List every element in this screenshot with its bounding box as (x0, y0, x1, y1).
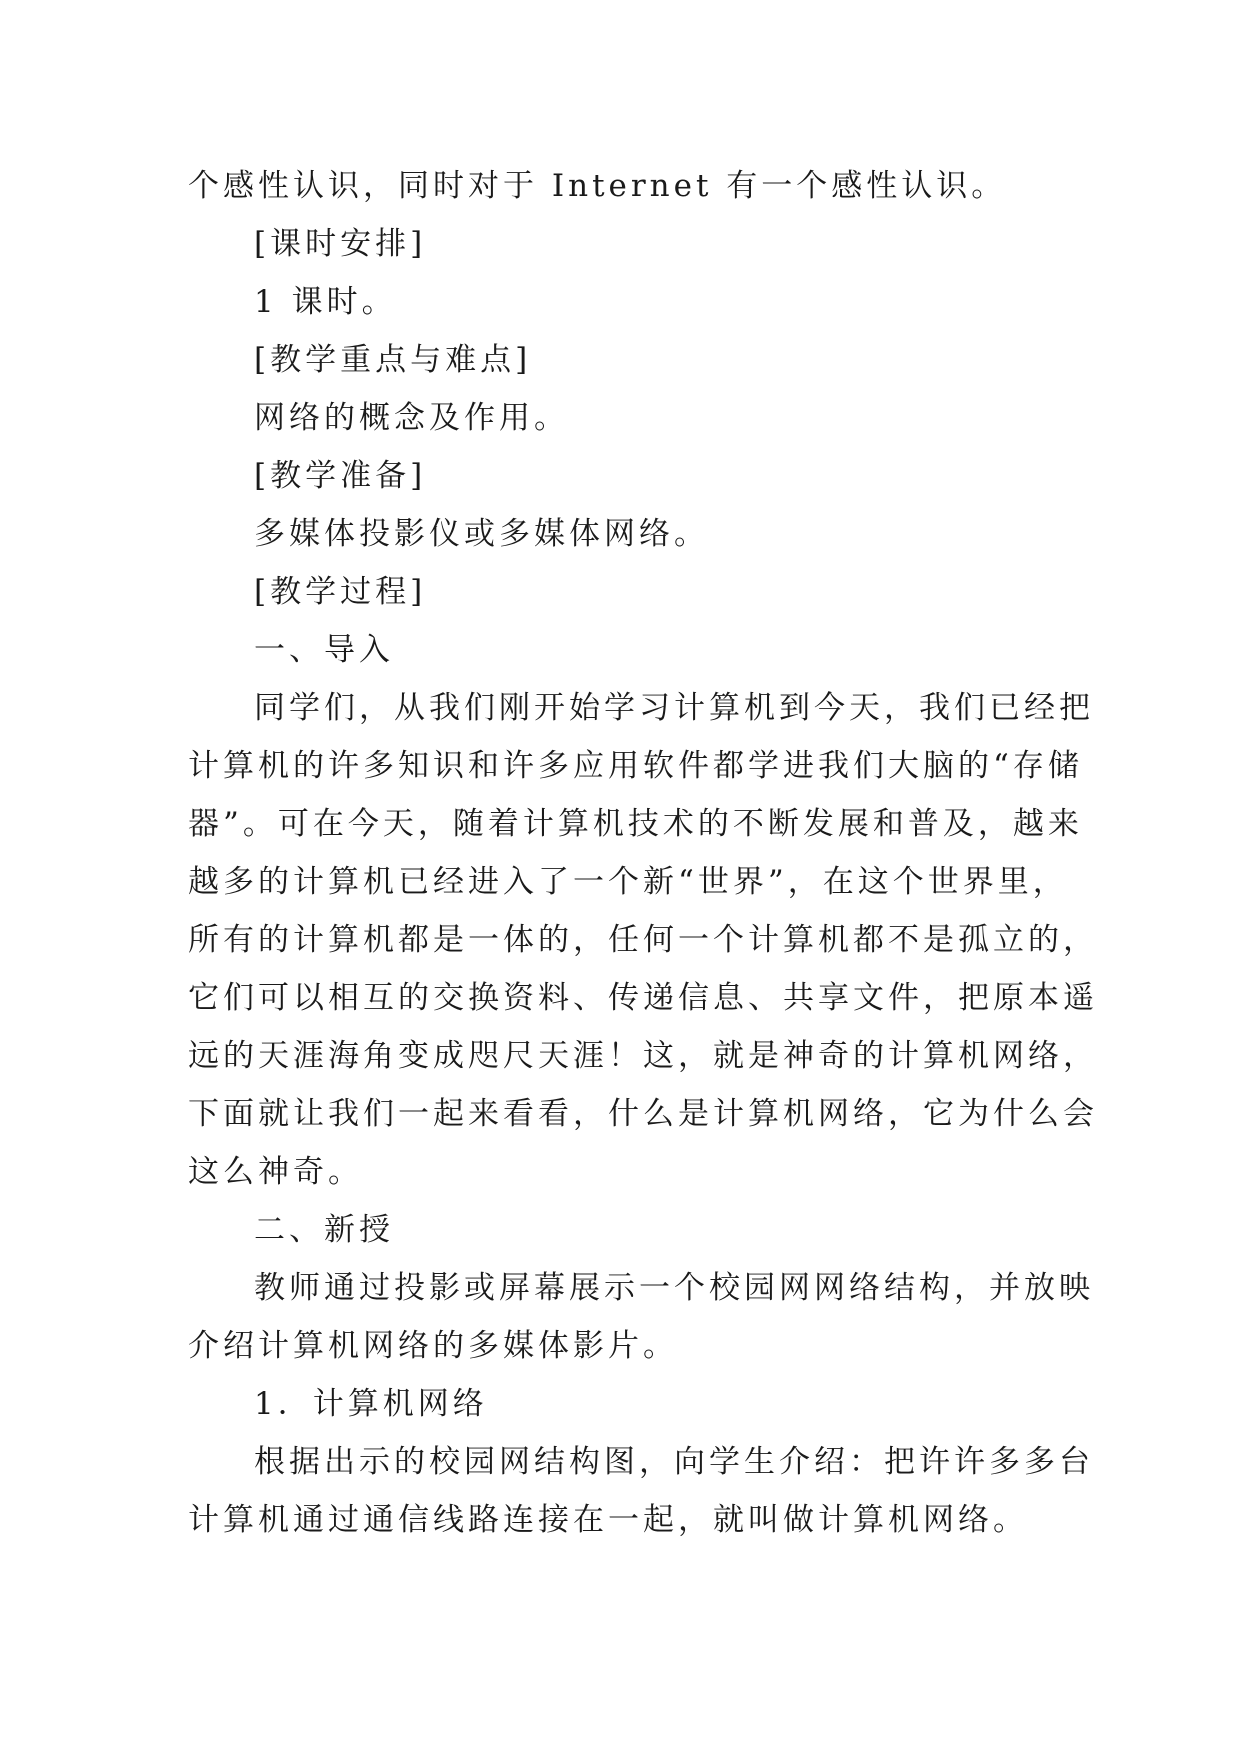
section-heading-preparation: [教学准备] (254, 458, 427, 494)
paragraph-line: 介绍计算机网络的多媒体影片。 (188, 1328, 678, 1364)
paragraph-line: 它们可以相互的交换资料、传递信息、共享文件，把原本遥 (188, 980, 1098, 1016)
section-heading-schedule: [课时安排] (254, 226, 427, 262)
paragraph-line: 所有的计算机都是一体的，任何一个计算机都不是孤立的， (188, 922, 1098, 958)
paragraph-line: 越多的计算机已经进入了一个新“世界”，在这个世界里， (188, 864, 1068, 900)
subheading-new-lesson: 二、新授 (254, 1212, 394, 1248)
paragraph-line: 器”。可在今天，随着计算机技术的不断发展和普及，越来 (188, 806, 1083, 842)
paragraph-line: 这么神奇。 (188, 1154, 363, 1190)
subheading-computer-network: 1．计算机网络 (254, 1386, 488, 1422)
paragraph-line: 计算机的许多知识和许多应用软件都学进我们大脑的“存储 (188, 748, 1083, 784)
section-heading-process: [教学过程] (254, 574, 427, 610)
paragraph-line: 根据出示的校园网结构图，向学生介绍：把许许多多台 (254, 1444, 1094, 1480)
paragraph-line: 计算机通过通信线路连接在一起，就叫做计算机网络。 (188, 1502, 1028, 1538)
text-line: 多媒体投影仪或多媒体网络。 (254, 516, 709, 552)
text-line: 个感性认识，同时对于 Internet 有一个感性认识。 (188, 168, 1007, 204)
paragraph-line: 教师通过投影或屏幕展示一个校园网网络结构，并放映 (254, 1270, 1094, 1306)
subheading-intro: 一、导入 (254, 632, 394, 668)
text-line: 网络的概念及作用。 (254, 400, 569, 436)
paragraph-line: 远的天涯海角变成咫尺天涯！这，就是神奇的计算机网络， (188, 1038, 1098, 1074)
paragraph-line: 同学们，从我们刚开始学习计算机到今天，我们已经把 (254, 690, 1094, 726)
section-heading-key-points: [教学重点与难点] (254, 342, 532, 378)
text-line: 1 课时。 (254, 284, 397, 320)
paragraph-line: 下面就让我们一起来看看，什么是计算机网络，它为什么会 (188, 1096, 1098, 1132)
